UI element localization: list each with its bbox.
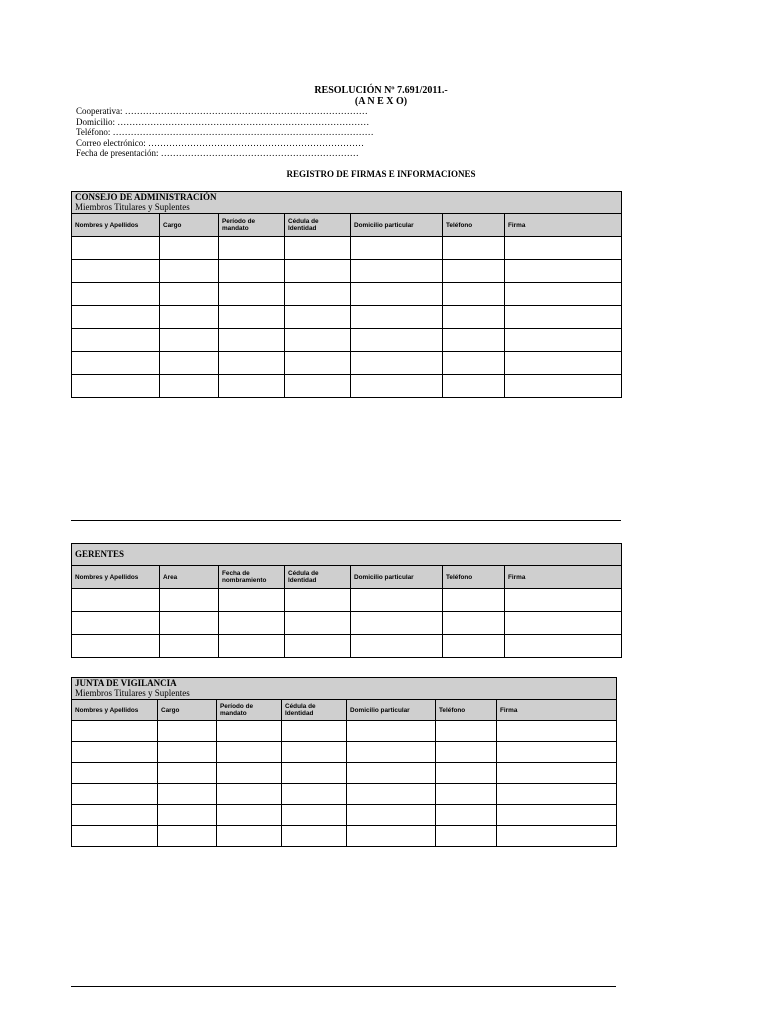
table-cell	[351, 352, 443, 375]
consejo-table	[71, 191, 622, 398]
table-cell	[351, 612, 443, 635]
table-cell	[497, 784, 617, 805]
junta-column-headers	[72, 700, 617, 721]
annex-label: (A N E X O)	[354, 96, 408, 107]
table-cell	[505, 589, 622, 612]
table-cell	[160, 329, 219, 352]
table-cell	[351, 283, 443, 306]
table-cell	[219, 589, 285, 612]
field-cooperativa: Cooperativa: ………………………………………………………………………	[76, 106, 368, 116]
table-cell	[217, 721, 282, 742]
table-cell	[217, 784, 282, 805]
table-cell	[72, 352, 160, 375]
table-row	[72, 260, 622, 283]
table-cell	[285, 237, 351, 260]
table-cell	[72, 612, 160, 635]
table-cell	[351, 589, 443, 612]
col-header: Cédula de Identidad	[285, 566, 351, 589]
table-cell	[443, 589, 505, 612]
table-cell	[347, 826, 436, 847]
table-cell	[219, 283, 285, 306]
table-cell	[219, 612, 285, 635]
table-cell	[72, 826, 158, 847]
cooperative-fields	[76, 106, 374, 159]
table-cell	[443, 352, 505, 375]
separator-line	[71, 520, 621, 521]
table-cell	[443, 612, 505, 635]
table-cell	[282, 721, 347, 742]
table-cell	[443, 260, 505, 283]
junta-subtitle: Miembros Titulares y Suplentes	[75, 687, 190, 698]
table-cell	[505, 375, 622, 398]
table-cell	[347, 721, 436, 742]
col-header: Teléfono	[443, 214, 505, 237]
junta-section-header	[72, 678, 617, 700]
table-cell	[351, 306, 443, 329]
col-header: Firma	[497, 700, 617, 721]
field-domicilio: Domicilio: …………………………………………………………………………	[76, 116, 370, 127]
table-cell	[72, 329, 160, 352]
table-cell	[158, 805, 217, 826]
table-cell	[219, 306, 285, 329]
table-cell	[219, 352, 285, 375]
table-cell	[443, 237, 505, 260]
table-cell	[285, 635, 351, 658]
table-cell	[436, 784, 497, 805]
col-header: Cargo	[160, 214, 219, 237]
table-cell	[160, 283, 219, 306]
col-header: Cédula de Identidad	[285, 214, 351, 237]
table-cell	[158, 763, 217, 784]
table-cell	[72, 237, 160, 260]
table-cell	[436, 805, 497, 826]
table-cell	[505, 237, 622, 260]
table-row	[72, 589, 622, 612]
table-row	[72, 612, 622, 635]
table-cell	[72, 721, 158, 742]
table-cell	[351, 635, 443, 658]
col-header: Domicilio particular	[351, 566, 443, 589]
bottom-separator-line	[71, 986, 616, 987]
table-cell	[72, 283, 160, 306]
table-cell	[347, 742, 436, 763]
table-cell	[497, 826, 617, 847]
table-cell	[72, 260, 160, 283]
table-cell	[217, 805, 282, 826]
table-cell	[72, 635, 160, 658]
table-cell	[219, 237, 285, 260]
col-header: Domicilio particular	[351, 214, 443, 237]
table-cell	[219, 635, 285, 658]
table-row	[72, 283, 622, 306]
table-cell	[443, 329, 505, 352]
table-cell	[285, 329, 351, 352]
table-cell	[72, 375, 160, 398]
table-cell	[443, 635, 505, 658]
consejo-subtitle: Miembros Titulares y Suplentes	[75, 201, 190, 212]
table-cell	[217, 763, 282, 784]
table-cell	[347, 763, 436, 784]
field-fecha-presentacion: Fecha de presentación: …………………………………………………………	[76, 148, 359, 159]
col-header: Firma	[505, 566, 622, 589]
table-cell	[505, 635, 622, 658]
table-cell	[160, 237, 219, 260]
table-cell	[72, 306, 160, 329]
table-cell	[347, 805, 436, 826]
table-cell	[285, 612, 351, 635]
junta-title: JUNTA DE VIGILANCIA	[75, 678, 177, 688]
table-cell	[282, 763, 347, 784]
table-cell	[217, 742, 282, 763]
table-row	[72, 237, 622, 260]
table-cell	[497, 763, 617, 784]
table-cell	[285, 589, 351, 612]
table-cell	[72, 805, 158, 826]
table-cell	[436, 721, 497, 742]
table-row	[72, 329, 622, 352]
table-cell	[505, 283, 622, 306]
table-cell	[351, 375, 443, 398]
resolution-title: RESOLUCIÓN Nº 7.691/2011.-	[314, 85, 448, 96]
table-cell	[443, 283, 505, 306]
gerentes-section-header	[72, 544, 622, 566]
table-cell	[497, 742, 617, 763]
table-cell	[160, 635, 219, 658]
col-header: Nombres y Apellidos	[72, 214, 160, 237]
table-cell	[160, 612, 219, 635]
table-cell	[282, 805, 347, 826]
table-cell	[72, 742, 158, 763]
table-cell	[505, 260, 622, 283]
col-header: Area	[160, 566, 219, 589]
table-cell	[72, 763, 158, 784]
col-header: Período de mandato	[219, 214, 285, 237]
table-cell	[436, 826, 497, 847]
col-header: Período de mandato	[217, 700, 282, 721]
col-header: Teléfono	[436, 700, 497, 721]
table-cell	[219, 375, 285, 398]
table-cell	[505, 329, 622, 352]
table-cell	[351, 329, 443, 352]
table-cell	[219, 260, 285, 283]
table-cell	[285, 283, 351, 306]
table-row	[72, 826, 617, 847]
consejo-title: CONSEJO DE ADMINISTRACIÓN	[75, 192, 217, 202]
table-row	[72, 352, 622, 375]
table-cell	[282, 784, 347, 805]
gerentes-title: GERENTES	[75, 549, 125, 560]
table-cell	[160, 375, 219, 398]
table-row	[72, 763, 617, 784]
table-cell	[217, 826, 282, 847]
col-header: Firma	[505, 214, 622, 237]
gerentes-table	[71, 543, 622, 658]
table-cell	[158, 721, 217, 742]
table-cell	[72, 589, 160, 612]
gerentes-column-headers	[72, 566, 622, 589]
table-cell	[285, 375, 351, 398]
table-cell	[347, 784, 436, 805]
col-header: Nombres y Apellidos	[72, 566, 160, 589]
col-header: Teléfono	[443, 566, 505, 589]
consejo-section-header	[72, 192, 622, 214]
col-header: Domicilio particular	[347, 700, 436, 721]
table-cell	[436, 742, 497, 763]
table-cell	[160, 352, 219, 375]
table-row	[72, 375, 622, 398]
table-cell	[505, 306, 622, 329]
junta-table	[71, 677, 617, 847]
table-row	[72, 721, 617, 742]
table-row	[72, 742, 617, 763]
table-cell	[160, 306, 219, 329]
table-cell	[351, 237, 443, 260]
table-cell	[351, 260, 443, 283]
table-cell	[497, 805, 617, 826]
field-telefono: Teléfono: ……………………………………………………………………………	[76, 127, 374, 138]
col-header: Fecha de nombramiento	[219, 566, 285, 589]
field-correo: Correo electrónico: ………………………………………………………………	[76, 137, 364, 148]
table-row	[72, 784, 617, 805]
table-cell	[219, 329, 285, 352]
table-cell	[505, 352, 622, 375]
col-header: Cédula de Identidad	[282, 700, 347, 721]
table-row	[72, 306, 622, 329]
register-title: REGISTRO DE FIRMAS E INFORMACIONES	[286, 169, 476, 179]
table-cell	[443, 306, 505, 329]
table-cell	[497, 721, 617, 742]
table-cell	[158, 826, 217, 847]
table-cell	[285, 260, 351, 283]
table-cell	[443, 375, 505, 398]
consejo-column-headers	[72, 214, 622, 237]
table-cell	[160, 589, 219, 612]
table-cell	[160, 260, 219, 283]
table-row	[72, 805, 617, 826]
table-row	[72, 635, 622, 658]
table-cell	[285, 352, 351, 375]
table-cell	[282, 826, 347, 847]
table-cell	[282, 742, 347, 763]
table-cell	[436, 763, 497, 784]
table-cell	[285, 306, 351, 329]
col-header: Nombres y Apellidos	[72, 700, 158, 721]
table-cell	[505, 612, 622, 635]
col-header: Cargo	[158, 700, 217, 721]
table-cell	[158, 742, 217, 763]
table-cell	[158, 784, 217, 805]
table-cell	[72, 784, 158, 805]
